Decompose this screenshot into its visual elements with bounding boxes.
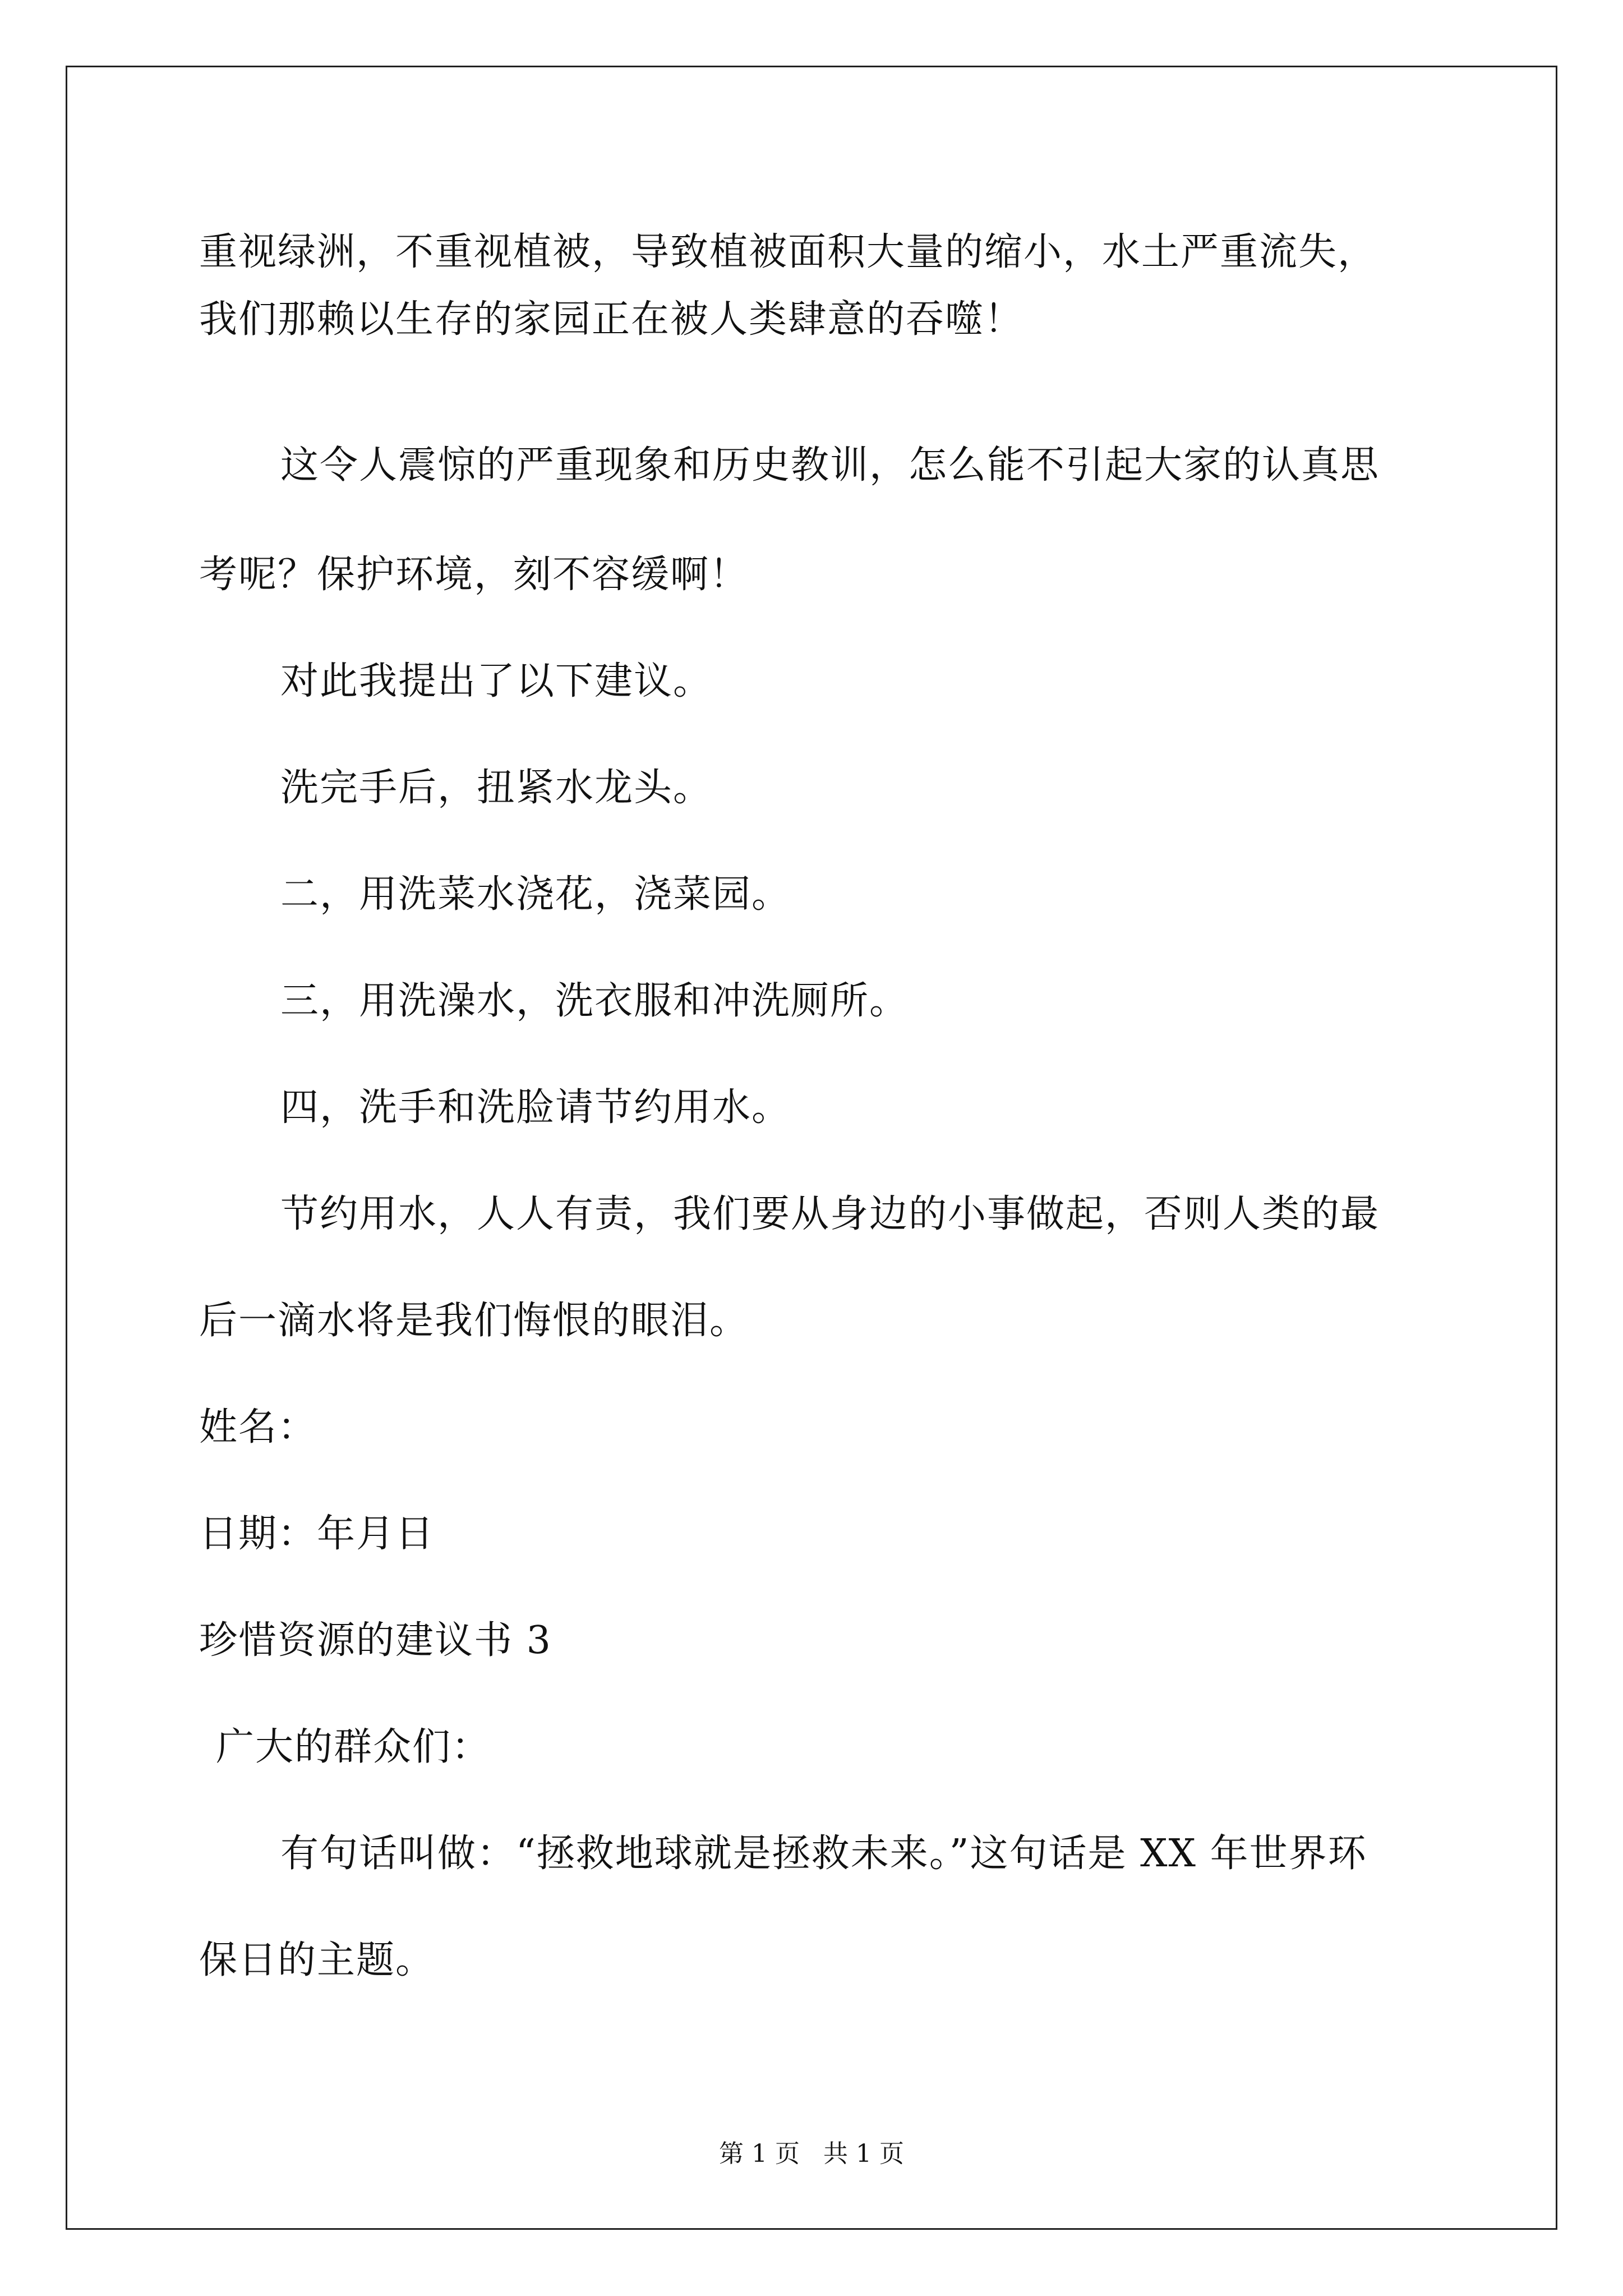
paragraph-line: 有句话叫做：“拯救地球就是拯救未来。”这句话是 XX 年世界环 [280, 1832, 1367, 1876]
paragraph-line: 对此我提出了以下建议。 [280, 659, 713, 703]
salutation: 广大的群众们： [216, 1725, 491, 1769]
date-field-label: 日期：年月日 [199, 1512, 435, 1556]
list-item: 二，用洗菜水浇花，浇菜园。 [280, 872, 791, 917]
paragraph-line: 后一滴水将是我们悔恨的眼泪。 [199, 1299, 749, 1343]
list-item: 洗完手后，扭紧水龙头。 [280, 766, 713, 810]
paragraph-line: 重视绿洲，不重视植被，导致植被面积大量的缩小，水土严重流失， [199, 230, 1377, 274]
page-number-footer: 第 1 页 共 1 页 [719, 2139, 904, 2168]
section-title: 珍惜资源的建议书 3 [199, 1618, 552, 1663]
paragraph-line: 节约用水，人人有责，我们要从身边的小事做起，否则人类的最 [280, 1192, 1380, 1236]
page-border [66, 66, 1557, 2230]
paragraph-line: 我们那赖以生存的家园正在被人类肆意的吞噬！ [199, 297, 1024, 342]
paragraph-line: 考呢？保护环境，刻不容缓啊！ [199, 553, 749, 597]
list-item: 四，洗手和洗脸请节约用水。 [280, 1085, 791, 1130]
name-field-label: 姓名： [199, 1405, 317, 1450]
paragraph-line: 保日的主题。 [199, 1938, 435, 1982]
list-item: 三，用洗澡水，洗衣服和冲洗厕所。 [280, 979, 909, 1023]
paragraph-line: 这令人震惊的严重现象和历史教训，怎么能不引起大家的认真思 [280, 443, 1380, 487]
